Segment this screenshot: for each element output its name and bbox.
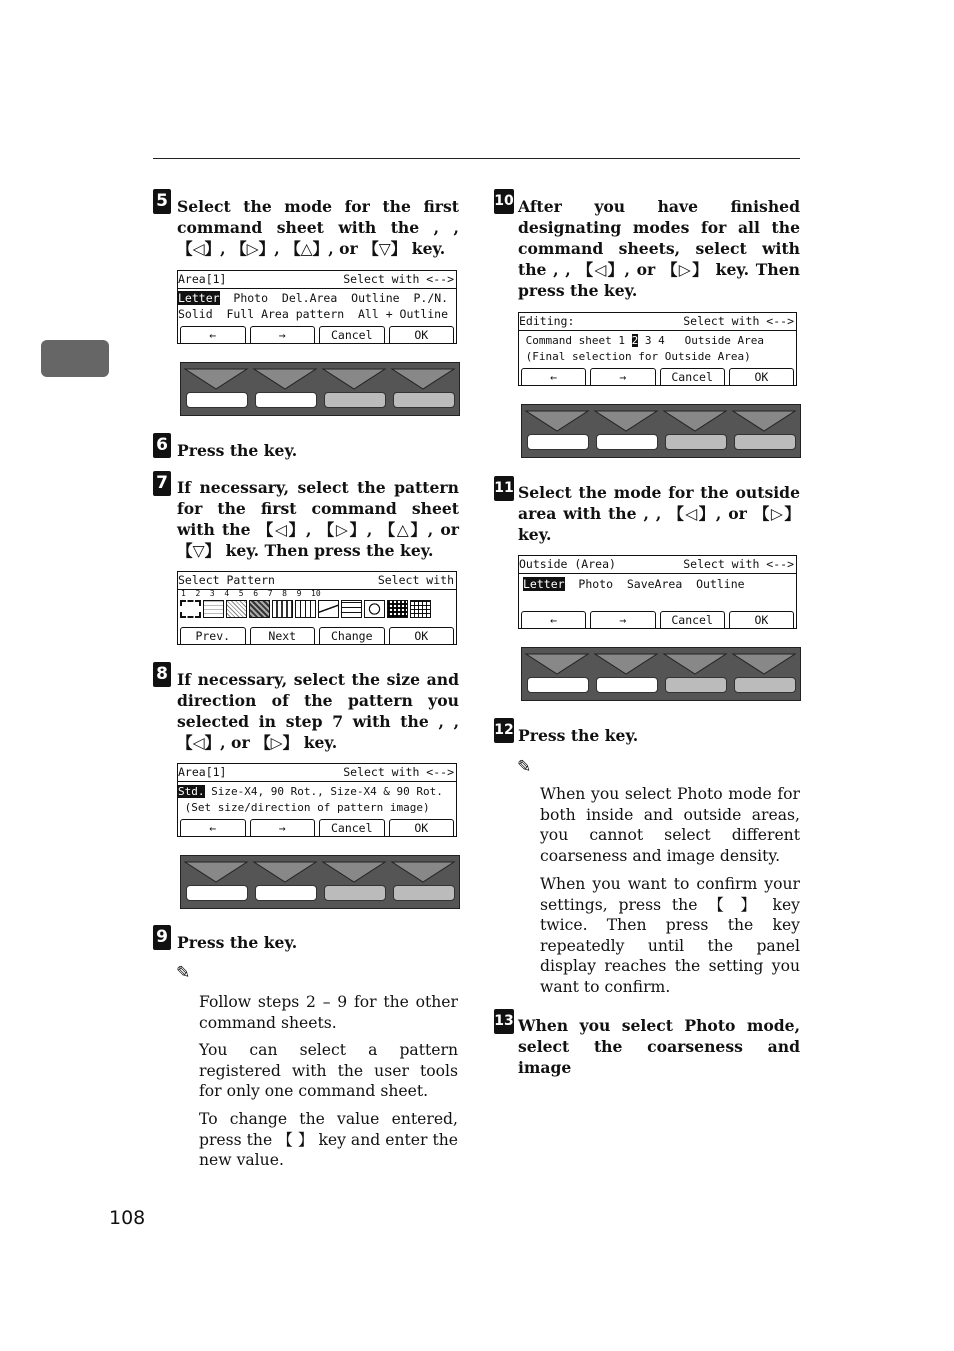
lcd-cancel-button[interactable]: Cancel — [660, 368, 725, 385]
selection-key[interactable] — [252, 363, 318, 415]
step-text: Select the mode for the outside area with the , , 【◁】, or 【▷】 key. — [518, 483, 800, 544]
note-text: You can select a pattern registered with the user tools for only one command sheet. — [199, 1041, 458, 1100]
pattern-swatch[interactable] — [318, 600, 339, 618]
step-number: 11 — [494, 476, 514, 501]
pattern-grid — [180, 600, 431, 618]
selection-keys-panel — [521, 647, 801, 701]
pattern-numbers: 1 2 3 4 5 6 7 8 9 10 — [181, 589, 321, 598]
step-text: Press the key. — [518, 726, 639, 745]
lcd-next-button[interactable]: Next — [250, 627, 316, 644]
pattern-swatch[interactable] — [410, 600, 431, 618]
lcd-option[interactable]: Outline — [351, 291, 400, 305]
note-pencil-icon: ✎ — [176, 963, 191, 983]
note-text: When you select Photo mode for both inside and outside areas, you cannot select different coarseness and image density. — [540, 785, 800, 865]
pattern-swatch[interactable] — [272, 600, 293, 618]
lcd-command-sheets: Command sheet 1 — [519, 334, 632, 347]
note-pencil-icon: ✎ — [517, 757, 532, 777]
chapter-tab — [41, 340, 109, 377]
lcd-cancel-button[interactable]: Cancel — [660, 611, 725, 628]
lcd-ok-button[interactable]: OK — [729, 611, 794, 628]
lcd-right-button[interactable]: → — [250, 819, 316, 836]
lcd-cancel-button[interactable]: Cancel — [319, 326, 385, 343]
lcd-option-selected[interactable]: 2 — [631, 334, 639, 347]
lcd-hint: Select with <--> — [343, 765, 454, 779]
lcd-message: (Set size/direction of pattern image) — [178, 801, 430, 814]
lcd-right-button[interactable]: → — [590, 368, 655, 385]
lcd-title: Select Pattern — [178, 573, 275, 587]
lcd-hint: Select with <--> — [683, 557, 794, 571]
selection-key[interactable] — [390, 856, 456, 908]
step-number: 12 — [494, 718, 514, 743]
lcd-title: Outside (Area) — [519, 557, 616, 571]
selection-key[interactable] — [593, 405, 659, 457]
step-number: 8 — [153, 662, 171, 687]
lcd-ok-button[interactable]: OK — [389, 326, 455, 343]
lcd-left-button[interactable]: ← — [521, 368, 586, 385]
lcd-option-selected[interactable]: Std. — [178, 785, 205, 798]
step-number: 6 — [153, 433, 171, 458]
lcd-option-selected[interactable]: Letter — [523, 577, 565, 591]
step-text: Press the key. — [177, 441, 298, 460]
lcd-right-button[interactable]: → — [250, 326, 316, 343]
lcd-screen — [177, 571, 457, 645]
selection-key[interactable] — [252, 856, 318, 908]
header-rule — [153, 158, 800, 159]
selection-key[interactable] — [731, 405, 797, 457]
lcd-change-button[interactable]: Change — [319, 627, 385, 644]
lcd-option[interactable]: Photo — [233, 291, 269, 305]
pattern-swatch[interactable] — [295, 600, 316, 618]
selection-key[interactable] — [731, 648, 797, 700]
step-number: 10 — [494, 189, 514, 214]
pattern-swatch[interactable] — [180, 600, 201, 618]
selection-key[interactable] — [390, 363, 456, 415]
pattern-swatch[interactable] — [203, 600, 224, 618]
lcd-title: Area[1] — [178, 272, 227, 286]
selection-key[interactable] — [593, 648, 659, 700]
selection-keys-panel — [180, 855, 460, 909]
lcd-title: Editing: — [519, 314, 575, 328]
step-text: Press the key. — [177, 933, 298, 952]
selection-key[interactable] — [183, 856, 249, 908]
lcd-screen — [177, 763, 457, 837]
pattern-swatch[interactable] — [387, 600, 408, 618]
lcd-ok-button[interactable]: OK — [389, 627, 455, 644]
lcd-ok-button[interactable]: OK — [389, 819, 455, 836]
page-number: 108 — [109, 1207, 146, 1229]
step-text: When you select Photo mode, select the coarseness and image — [518, 1016, 800, 1077]
pattern-swatch[interactable] — [249, 600, 270, 618]
selection-keys-panel — [521, 404, 801, 458]
lcd-title: Area[1] — [178, 765, 227, 779]
lcd-right-button[interactable]: → — [590, 611, 655, 628]
selection-key[interactable] — [662, 405, 728, 457]
step-number: 7 — [153, 471, 171, 496]
pattern-swatch[interactable] — [364, 600, 385, 618]
note-text: Follow steps 2 – 9 for the other command sheets. — [199, 993, 458, 1032]
pattern-swatch[interactable] — [341, 600, 362, 618]
lcd-options[interactable]: Photo SaveArea Outline — [564, 577, 745, 591]
lcd-left-button[interactable]: ← — [180, 326, 246, 343]
step-text: Select the mode for the first command sheet with the , , 【◁】, 【▷】, 【△】, or 【▽】 key. — [177, 197, 459, 258]
selection-key[interactable] — [524, 648, 590, 700]
lcd-options[interactable]: 3 4 Outside Area — [638, 334, 765, 347]
step-text: If necessary, select the size and direction of the pattern you selected in step 7 with the , , 【◁】, or 【▷】 key. — [177, 670, 459, 752]
lcd-message: (Final selection for Outside Area) — [519, 350, 751, 363]
selection-keys-panel — [180, 362, 460, 416]
lcd-option[interactable]: P./N. — [413, 291, 449, 305]
selection-key[interactable] — [662, 648, 728, 700]
lcd-option-selected[interactable]: Letter — [178, 291, 220, 305]
lcd-options[interactable]: Size-X4, 90 Rot., Size-X4 & 90 Rot. — [204, 785, 443, 798]
step-text: If necessary, select the pattern for the first command sheet with the 【◁】, 【▷】, 【△】, or 【▽】 key. Then press the key. — [177, 478, 459, 560]
step-text: After you have finished designating modes for all the command sheets, select with the , , 【◁】, or 【▷】 key. Then press the key. — [518, 197, 800, 300]
selection-key[interactable] — [183, 363, 249, 415]
lcd-prev-button[interactable]: Prev. — [180, 627, 246, 644]
lcd-left-button[interactable]: ← — [521, 611, 586, 628]
note-text: To change the value entered, press the 【 】 key and enter the new value. — [199, 1110, 458, 1169]
selection-key[interactable] — [321, 856, 387, 908]
lcd-hint: Select with — [377, 573, 454, 587]
lcd-hint: Select with <--> — [683, 314, 794, 328]
step-number: 9 — [153, 925, 171, 950]
step-number: 13 — [494, 1009, 514, 1034]
lcd-screen — [518, 555, 797, 629]
lcd-options-row: Solid Full Area pattern All + Outline — [178, 307, 449, 321]
lcd-cancel-button[interactable]: Cancel — [319, 819, 385, 836]
lcd-hint: Select with <--> — [343, 272, 454, 286]
selection-key[interactable] — [321, 363, 387, 415]
note-text: When you want to confirm your settings, press the 【 】 key twice. Then press the key repeatedly until the panel display reaches the setting you want to confirm. — [540, 875, 800, 996]
lcd-option[interactable]: Del.Area — [281, 291, 338, 305]
lcd-ok-button[interactable]: OK — [729, 368, 794, 385]
lcd-screen — [518, 312, 797, 386]
pattern-swatch[interactable] — [226, 600, 247, 618]
lcd-screen — [177, 270, 457, 344]
lcd-left-button[interactable]: ← — [180, 819, 246, 836]
step-number: 5 — [153, 189, 171, 214]
selection-key[interactable] — [524, 405, 590, 457]
